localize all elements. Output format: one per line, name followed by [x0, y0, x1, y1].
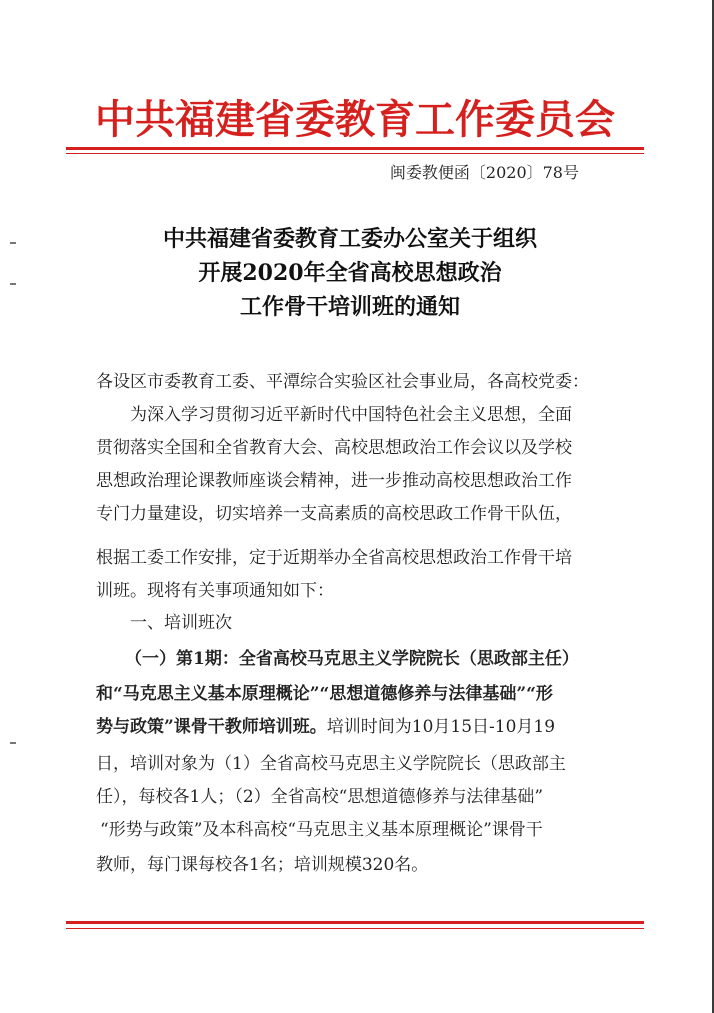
intro-line-5: 根据工委工作安排，定于近期举办全省高校思想政治工作骨干培	[96, 548, 572, 568]
session-1-bold-line-1: （一）第1期：全省高校马克思主义学院院长（思政部主任）	[125, 649, 579, 669]
session-1-line-4: 日，培训对象为（1）全省高校马克思主义学院院长（思政部主	[96, 754, 566, 774]
binding-mark	[10, 742, 16, 744]
session-1-bold-line-3: 势与政策”课骨干教师培训班。	[96, 717, 327, 737]
footer-red-rule-thin	[66, 928, 644, 929]
title-line-2: 开展2020年全省高校思想政治	[198, 260, 502, 286]
intro-line-1: 为深入学习贯彻习近平新时代中国特色社会主义思想，全面	[130, 405, 572, 425]
binding-mark	[10, 283, 16, 285]
intro-line-4: 专门力量建设，切实培养一支高素质的高校思政工作骨干队伍，	[96, 504, 572, 524]
title-line-3: 工作骨干培训班的通知	[239, 294, 460, 320]
intro-line-3: 思想政治理论课教师座谈会精神，进一步推动高校思想政治工作	[96, 471, 572, 491]
intro-line-2: 贯彻落实全国和全省教育大会、高校思想政治工作会议以及学校	[96, 438, 572, 458]
session-1-line-3-rest: 培训时间为10月15日-10月19	[326, 717, 556, 737]
binding-mark	[10, 242, 16, 244]
footer-red-rule-thick	[66, 921, 644, 924]
session-1-line-5: 任），每校各1人；（2）全省高校“思想道德修养与法律基础”	[96, 787, 544, 807]
section-heading: 一、培训班次	[130, 613, 232, 633]
intro-line-6: 训班。现将有关事项通知如下：	[96, 581, 334, 601]
session-1-line-3	[96, 716, 626, 738]
title-line-1: 中共福建省委教育工委办公室关于组织	[162, 226, 537, 252]
salutation: 各设区市委教育工委、平潭综合实验区社会事业局，各高校党委：	[96, 372, 589, 392]
org-header-title: 中共福建省委教育工作委员会	[95, 96, 615, 143]
header-red-rule-thin	[66, 153, 644, 154]
session-1-bold-line-2: 和“马克思主义基本原理概论”“思想道德修养与法律基础”“形	[96, 684, 553, 704]
document-number: 闽委教便函〔2020〕78号	[389, 163, 579, 182]
session-1-line-6: “形势与政策”及本科高校“马克思主义基本原理概论”课骨干	[100, 820, 543, 840]
header-red-rule-thick	[66, 147, 644, 150]
session-1-line-7: 教师，每门课每校各1名；培训规模320名。	[96, 855, 429, 875]
